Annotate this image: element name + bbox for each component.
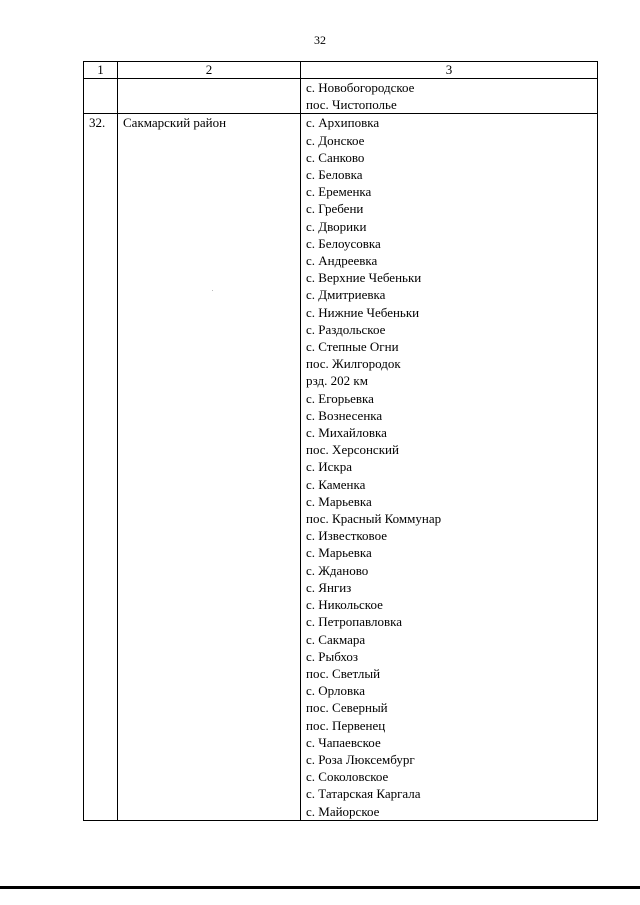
district-cell: Сакмарский район (118, 114, 301, 820)
settlement-item: с. Вознесенка (306, 407, 383, 423)
settlement-item: с. Донское (306, 132, 365, 148)
settlement-item: с. Нижние Чебеньки (306, 304, 420, 320)
settlement-item: с. Степные Огни (306, 339, 399, 355)
settlement-item: с. Татарская Каргала (306, 786, 421, 802)
settlement-item: с. Искра (306, 459, 353, 475)
settlement-item: с. Янгиз (306, 579, 352, 595)
settlement-item: с. Каменка (306, 476, 366, 492)
settlement-item: с. Соколовское (306, 769, 389, 785)
scan-speck (212, 290, 213, 291)
settlement-item: пос. Херсонский (306, 442, 399, 458)
column-header-3: 3 (301, 62, 598, 79)
settlement-item: пос. Первенец (306, 717, 386, 733)
settlement-item: с. Марьевка (306, 545, 372, 561)
settlement-item: с. Майорское (306, 803, 380, 819)
settlement-item: с. Раздольское (306, 321, 386, 337)
settlement-item: с. Архиповка (306, 115, 380, 131)
settlement-item: с. Петропавловка (306, 614, 402, 630)
settlement-item: с. Верхние Чебеньки (306, 270, 422, 286)
district-cell (118, 79, 301, 114)
settlement-item: с. Чапаевское (306, 734, 381, 750)
column-header-1: 1 (84, 62, 118, 79)
column-header-2: 2 (118, 62, 301, 79)
table-row-continuation (84, 79, 598, 114)
settlement-item: с. Дмитриевка (306, 287, 386, 303)
footer-rule (0, 886, 640, 889)
settlement-item: с. Марьевка (306, 493, 372, 509)
settlements-cell (301, 79, 598, 114)
settlement-item: пос. Жилгородок (306, 356, 401, 372)
settlement-item: с. Егорьевка (306, 390, 374, 406)
settlement-item: рзд. 202 км (306, 373, 368, 389)
settlement-item: с. Роза Люксембург (306, 751, 415, 767)
settlement-item: с. Известковое (306, 528, 388, 544)
table-header-row (84, 62, 598, 79)
settlement-item: с. Еременка (306, 184, 372, 200)
row-number-cell: 32. (84, 114, 118, 820)
settlement-item: с. Рыбхоз (306, 648, 358, 664)
settlement-item: с. Андреевка (306, 253, 378, 269)
settlement-item: с. Жданово (306, 562, 369, 578)
settlement-item: с. Сакмара (306, 631, 366, 647)
row-number-cell (84, 79, 118, 114)
settlements-cell (301, 114, 598, 820)
settlement-item: с. Белоусовка (306, 235, 381, 251)
settlement-item: с. Михайловка (306, 425, 387, 441)
settlements-table (83, 61, 598, 821)
settlement-item: с. Новобогородское (306, 80, 415, 95)
settlement-item: с. Гребени (306, 201, 364, 217)
settlement-item: пос. Светлый (306, 665, 381, 681)
settlement-item: пос. Северный (306, 700, 388, 716)
settlement-item: с. Орловка (306, 683, 366, 699)
settlement-item: с. Дворики (306, 218, 367, 234)
settlement-item: пос. Красный Коммунар (306, 511, 442, 527)
settlement-item: пос. Чистополье (306, 97, 397, 113)
table-row-district (84, 114, 598, 820)
page-number: 32 (314, 33, 326, 47)
settlement-item: с. Беловка (306, 167, 363, 183)
settlement-item: с. Санково (306, 149, 365, 165)
settlement-item: с. Никольское (306, 597, 383, 613)
